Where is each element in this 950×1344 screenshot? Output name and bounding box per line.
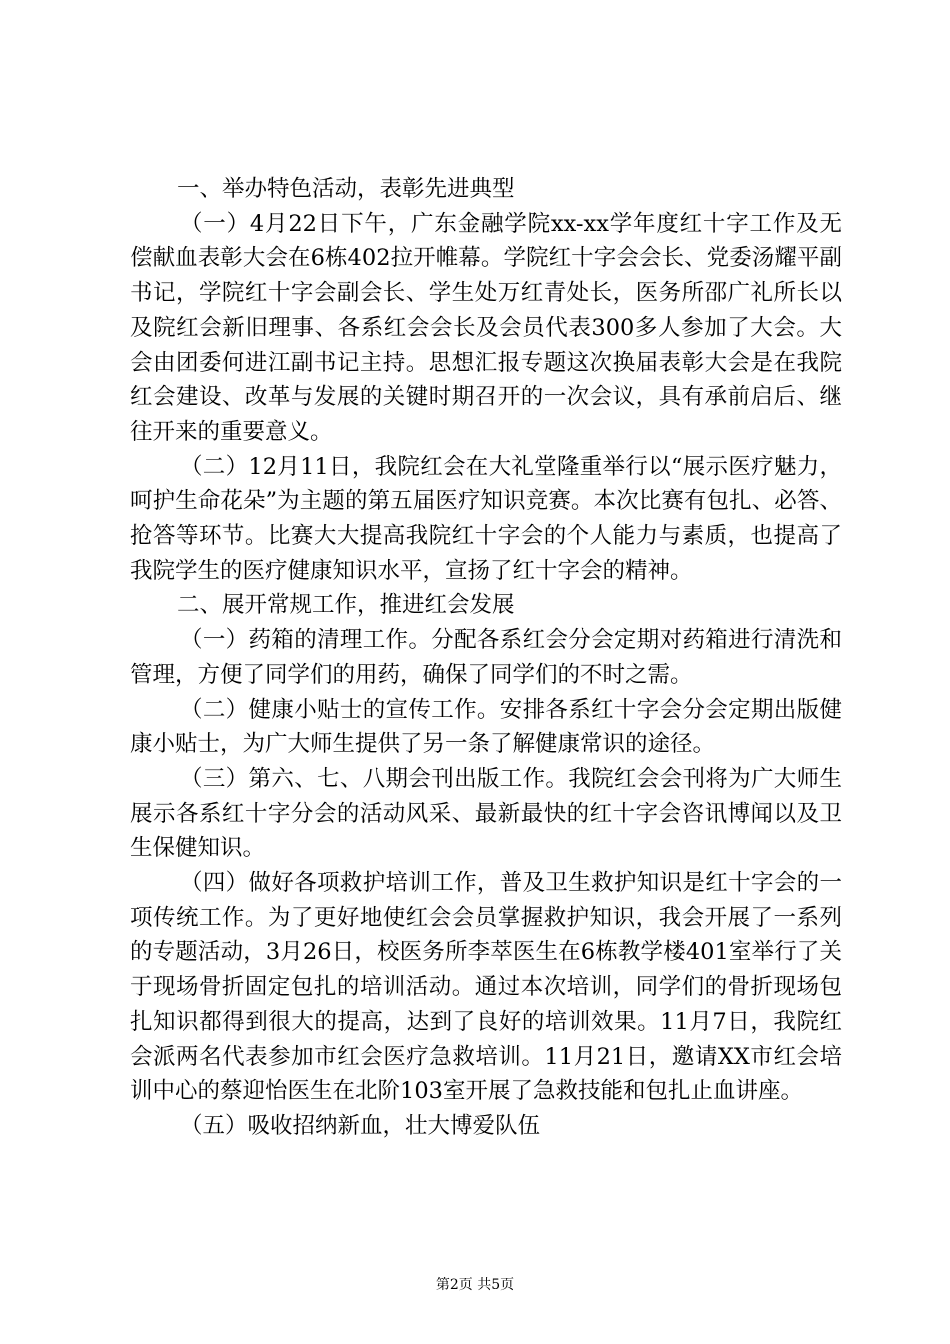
paragraph-2-3: （三）第六、七、八期会刊出版工作。我院红会会刊将为广大师生展示各系红十字分会的活动风采、最新最快的红十字会咨讯博闻以及卫生保健知识。 [130,765,842,862]
section-heading-1: 一、举办特色活动，表彰先进典型 [177,176,515,202]
paragraph-2-5: （五）吸收招纳新血，壮大博爱队伍 [180,1112,541,1139]
section-heading-2: 二、展开常规工作，推进红会发展 [177,592,515,619]
paragraph-1-2: （二）12月11日，我院红会在大礼堂隆重举行以“展示医疗魅力，呵护生命花朵”为主题的第五届医疗知识竞赛。本次比赛有包扎、必答、抢答等环节。比赛大大提高我院红十字会的个人能力与素质，也提高了我院学生的医疗健康知识水平，宣扬了红十字会的精神。 [130,453,842,584]
paragraph-2-1: （一）药箱的清理工作。分配各系红会分会定期对药箱进行清洗和管理，方便了同学们的用药，确保了同学们的不时之需。 [130,627,842,688]
page-number-footer: 第2页 共5页 [435,1277,515,1293]
document-body [130,172,842,1144]
paragraph-2-2: （二）健康小贴士的宣传工作。安排各系红十字会分会定期出版健康小贴士，为广大师生提供了另一条了解健康常识的途径。 [130,696,842,758]
paragraph-1-1: （一）4月22日下午，广东金融学院xx-xx学年度红十字工作及无偿献血表彰大会在6栋402拉开帷幕。学院红十字会会长、党委汤耀平副书记，学院红十字会副会长、学生处万红青处长，医务所邵广礼所长以及院红会新旧理事、各系红会会长及会员代表300多人参加了大会。大会由团委何进江副书记主持。思想汇报专题这次换届表彰大会是在我院红会建设、改革与发展的关键时期召开的一次会议，具有承前启后、继往开来的重要意义。 [130,210,842,445]
paragraph-2-4: （四）做好各项救护培训工作，普及卫生救护知识是红十字会的一项传统工作。为了更好地使红会会员掌握救护知识，我会开展了一系列的专题活动，3月26日，校医务所李萃医生在6栋教学楼401室举行了关于现场骨折固定包扎的培训活动。通过本次培训，同学们的骨折现场包扎知识都得到很大的提高，达到了良好的培训效果。11月7日，我院红会派两名代表参加市红会医疗急救培训。11月21日，邀请XX市红会培训中心的蔡迎怡医生在北阶103室开展了急救技能和包扎止血讲座。 [130,870,842,1105]
